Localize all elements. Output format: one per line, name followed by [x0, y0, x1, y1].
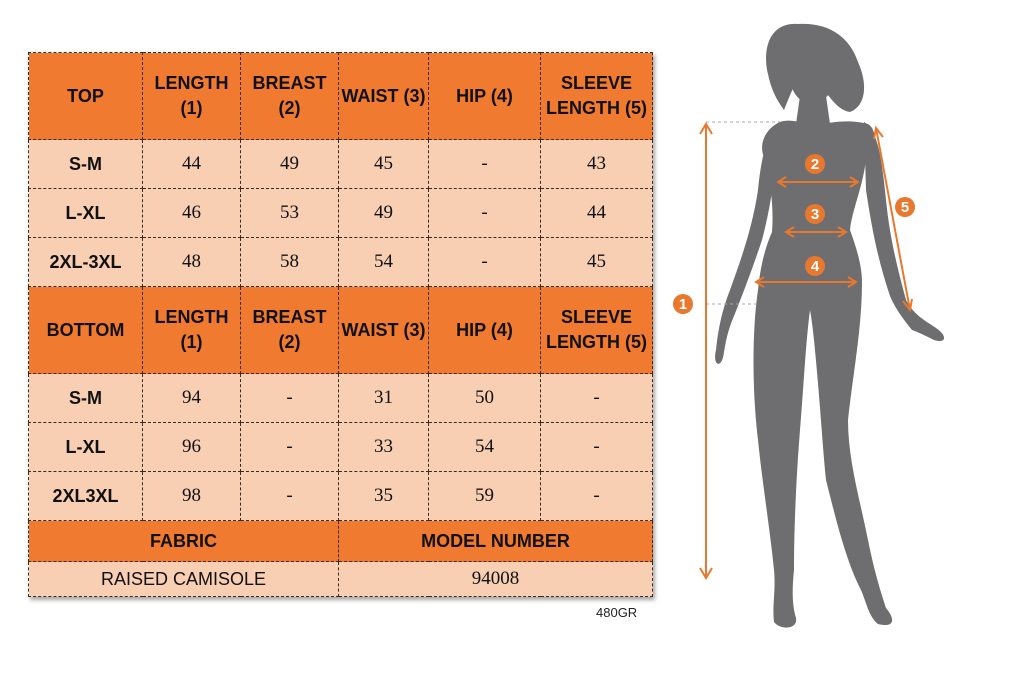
size-cell: 2XL3XL: [29, 472, 143, 521]
bottom-header-row: [29, 287, 653, 374]
fabric-value: RAISED CAMISOLE: [29, 562, 339, 597]
table-row: [29, 140, 653, 189]
marker-breast: [805, 154, 825, 174]
bottom-header-cell: BOTTOM: [29, 287, 143, 374]
bottom-header-cell: WAIST (3): [339, 287, 429, 374]
sleeve-cell: -: [541, 472, 653, 521]
marker-label-1: 1: [678, 296, 688, 313]
hip-cell: 59: [429, 472, 541, 521]
size-cell: L-XL: [29, 189, 143, 238]
table-row: [29, 189, 653, 238]
size-cell: S-M: [29, 374, 143, 423]
top-header-cell: TOP: [29, 53, 143, 140]
top-header-cell: LENGTH (1): [143, 53, 241, 140]
fabric-label: FABRIC: [29, 521, 339, 562]
waist-cell: 33: [339, 423, 429, 472]
table-row: [29, 423, 653, 472]
footer-value-row: [29, 562, 653, 597]
marker-label-5: 5: [900, 199, 910, 216]
length-cell: 98: [143, 472, 241, 521]
footer-header-row: [29, 521, 653, 562]
breast-cell: -: [241, 374, 339, 423]
breast-cell: -: [241, 472, 339, 521]
waist-cell: 35: [339, 472, 429, 521]
top-header-row: [29, 53, 653, 140]
length-cell: 96: [143, 423, 241, 472]
bottom-header-cell: BREAST (2): [241, 287, 339, 374]
size-cell: S-M: [29, 140, 143, 189]
item-code: 480GR: [596, 605, 638, 620]
hip-cell: 54: [429, 423, 541, 472]
hip-cell: -: [429, 140, 541, 189]
bottom-header-cell: HIP (4): [429, 287, 541, 374]
bottom-header-cell: SLEEVE LENGTH (5): [541, 287, 653, 374]
size-cell: 2XL-3XL: [29, 238, 143, 287]
marker-waist: [805, 204, 825, 224]
bottom-header-cell: LENGTH (1): [143, 287, 241, 374]
sleeve-cell: -: [541, 374, 653, 423]
sleeve-cell: -: [541, 423, 653, 472]
size-chart-table: [28, 52, 653, 597]
length-cell: 94: [143, 374, 241, 423]
sleeve-cell: 45: [541, 238, 653, 287]
model-number-label: MODEL NUMBER: [339, 521, 653, 562]
hip-cell: 50: [429, 374, 541, 423]
waist-cell: 45: [339, 140, 429, 189]
table-row: [29, 374, 653, 423]
table-row: [29, 238, 653, 287]
length-cell: 48: [143, 238, 241, 287]
marker-label-4: 4: [810, 258, 820, 275]
top-header-cell: WAIST (3): [339, 53, 429, 140]
breast-cell: 58: [241, 238, 339, 287]
waist-cell: 31: [339, 374, 429, 423]
sleeve-cell: 43: [541, 140, 653, 189]
waist-cell: 54: [339, 238, 429, 287]
marker-length: [673, 294, 693, 314]
hip-cell: -: [429, 189, 541, 238]
top-header-cell: BREAST (2): [241, 53, 339, 140]
model-number-value: 94008: [339, 562, 653, 597]
table-row: [29, 472, 653, 521]
body-measurement-figure: [660, 10, 980, 640]
marker-label-2: 2: [810, 156, 820, 173]
body-silhouette: [715, 24, 944, 628]
top-header-cell: SLEEVE LENGTH (5): [541, 53, 653, 140]
marker-hip: [805, 256, 825, 276]
marker-sleeve: [895, 197, 915, 217]
top-header-cell: HIP (4): [429, 53, 541, 140]
length-cell: 46: [143, 189, 241, 238]
marker-label-3: 3: [810, 206, 820, 223]
breast-cell: -: [241, 423, 339, 472]
breast-cell: 49: [241, 140, 339, 189]
hip-cell: -: [429, 238, 541, 287]
size-cell: L-XL: [29, 423, 143, 472]
length-cell: 44: [143, 140, 241, 189]
sleeve-cell: 44: [541, 189, 653, 238]
waist-cell: 49: [339, 189, 429, 238]
breast-cell: 53: [241, 189, 339, 238]
